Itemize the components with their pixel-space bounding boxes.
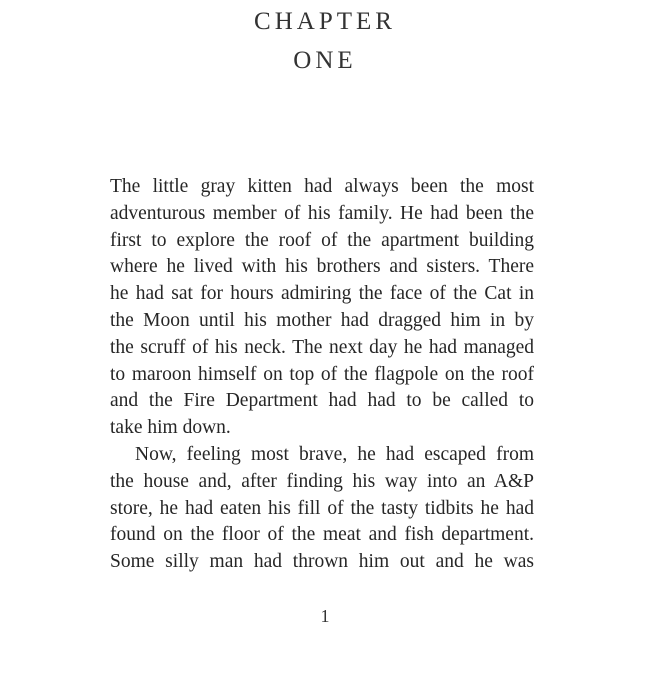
text-line: The little gray kitten had always been the most (110, 176, 534, 197)
chapter-title: CHAPTER (254, 8, 396, 35)
text-line: to maroon himself on top of the flagpole on the roof (110, 363, 534, 385)
text-line: take him down. (110, 417, 231, 439)
page-number: 1 (320, 606, 330, 626)
text-line: the Moon until his mother had dragged him in by (110, 309, 534, 331)
chapter-body-text (110, 174, 534, 576)
text-line: he had sat for hours admiring the face of the Cat in (110, 283, 534, 305)
text-line: Some silly man had thrown him out and he was (110, 551, 534, 573)
text-line: found on the floor of the meat and fish department. (110, 524, 534, 546)
text-line: adventurous member of his family. He had been the (110, 202, 534, 224)
text-line: and the Fire Department had had to be called to (110, 390, 534, 412)
paragraph-1 (110, 174, 534, 442)
text-line: Now, feeling most brave, he had escaped from (135, 443, 534, 465)
text-line: the scruff of his neck. The next day he had managed (110, 336, 534, 358)
text-line: the house and, after finding his way into an A&P (110, 470, 534, 492)
chapter-number: ONE (293, 47, 357, 74)
paragraph-2 (110, 442, 534, 576)
text-line: first to explore the roof of the apartment building (110, 229, 534, 251)
text-line: store, he had eaten his fill of the tasty tidbits he had (110, 497, 534, 519)
text-line: where he lived with his brothers and sisters. There (110, 256, 534, 278)
